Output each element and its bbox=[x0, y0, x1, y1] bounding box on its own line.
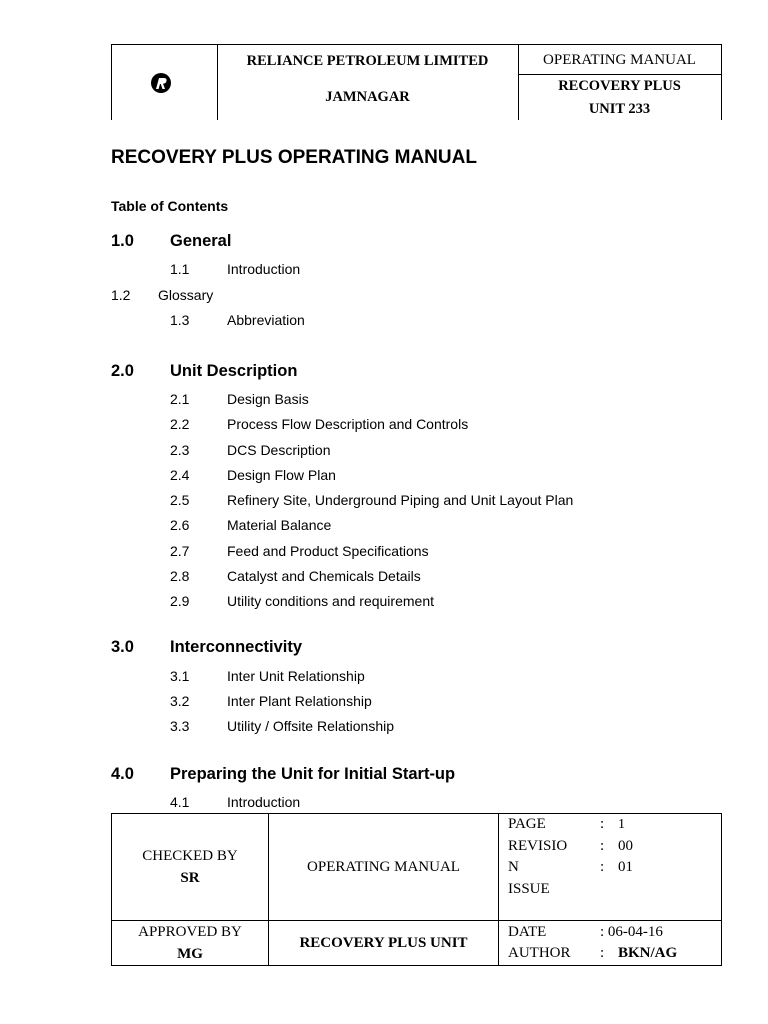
toc-item-text: Utility / Offsite Relationship bbox=[227, 718, 395, 734]
section-number: 1.0 bbox=[111, 232, 134, 250]
toc-item-text: Glossary bbox=[158, 287, 214, 303]
toc-item-text: Inter Unit Relationship bbox=[227, 668, 365, 684]
document-type: OPERATING MANUAL bbox=[518, 45, 721, 75]
toc-item-text: Design Flow Plan bbox=[227, 467, 336, 483]
toc-item-number: 1.3 bbox=[170, 312, 190, 328]
toc-item-text: Design Basis bbox=[227, 391, 309, 407]
toc-item-number: 3.1 bbox=[170, 668, 190, 684]
divider bbox=[498, 814, 499, 965]
toc-item-text: Abbreviation bbox=[227, 312, 305, 328]
author-label: AUTHOR bbox=[508, 945, 571, 961]
toc-item-number: 2.2 bbox=[170, 416, 190, 432]
document-header bbox=[111, 44, 722, 120]
company-cell bbox=[217, 45, 519, 120]
document-footer bbox=[111, 813, 722, 966]
approved-by-label: APPROVED BY bbox=[138, 924, 242, 940]
footer-unit: RECOVERY PLUS UNIT bbox=[299, 935, 468, 951]
toc-item-number: 2.9 bbox=[170, 593, 190, 609]
checked-by-label: CHECKED BY bbox=[142, 848, 238, 864]
approved-by-value: MG bbox=[177, 946, 203, 962]
toc-item-text: Inter Plant Relationship bbox=[227, 693, 372, 709]
revision-value: 00 bbox=[618, 838, 633, 854]
unit-name: RECOVERY PLUS bbox=[558, 78, 681, 94]
toc-item-number: 3.2 bbox=[170, 693, 190, 709]
toc-item-number: 4.1 bbox=[170, 794, 190, 810]
toc-item-text: Introduction bbox=[227, 794, 301, 810]
company-location: JAMNAGAR bbox=[325, 89, 410, 105]
section-number: 4.0 bbox=[111, 765, 134, 783]
date-label: DATE bbox=[508, 924, 547, 940]
toc-item-text: Catalyst and Chemicals Details bbox=[227, 568, 421, 584]
doc-info-cell bbox=[518, 45, 721, 120]
unit-number: UNIT 233 bbox=[588, 101, 651, 117]
checked-by-value: SR bbox=[180, 870, 200, 886]
toc-item-text: Introduction bbox=[227, 261, 301, 277]
section-number: 2.0 bbox=[111, 362, 134, 380]
section-title: Interconnectivity bbox=[170, 638, 303, 656]
reliance-logo-icon bbox=[149, 72, 173, 94]
toc-item-number: 2.4 bbox=[170, 467, 190, 483]
toc-item-number: 1.1 bbox=[170, 261, 190, 277]
toc-item-text: Utility conditions and requirement bbox=[227, 593, 434, 609]
toc-item-text: Feed and Product Specifications bbox=[227, 543, 429, 559]
logo-cell bbox=[112, 45, 218, 120]
revision-label: REVISIO bbox=[508, 838, 568, 854]
toc-item-number: 1.2 bbox=[111, 287, 131, 303]
date-value: : 06-04-16 bbox=[600, 924, 663, 940]
colon: : bbox=[600, 859, 605, 875]
toc-item-number: 2.5 bbox=[170, 492, 190, 508]
toc-item-text: Refinery Site, Underground Piping and Unit Layout Plan bbox=[227, 492, 574, 508]
company-name: RELIANCE PETROLEUM LIMITED bbox=[246, 53, 489, 69]
revision-label-continued: N bbox=[508, 859, 519, 875]
page-label: PAGE bbox=[508, 816, 546, 832]
section-title: Preparing the Unit for Initial Start-up bbox=[170, 765, 456, 783]
divider bbox=[112, 920, 721, 921]
section-number: 3.0 bbox=[111, 638, 134, 656]
footer-doc-type: OPERATING MANUAL bbox=[307, 859, 460, 875]
section-title: Unit Description bbox=[170, 362, 298, 380]
toc-item-number: 2.8 bbox=[170, 568, 190, 584]
toc-item-number: 2.1 bbox=[170, 391, 190, 407]
section-title: General bbox=[170, 232, 232, 250]
issue-label: ISSUE bbox=[508, 881, 550, 897]
toc-item-number: 2.7 bbox=[170, 543, 190, 559]
toc-item-text: Process Flow Description and Controls bbox=[227, 416, 469, 432]
issue-value: 01 bbox=[618, 859, 633, 875]
author-value: BKN/AG bbox=[618, 945, 678, 961]
toc-item-number: 2.3 bbox=[170, 442, 190, 458]
toc-heading: Table of Contents bbox=[111, 198, 229, 214]
toc-item-number: 3.3 bbox=[170, 718, 190, 734]
colon: : bbox=[600, 945, 605, 961]
toc-item-number: 2.6 bbox=[170, 517, 190, 533]
colon: : bbox=[600, 838, 605, 854]
toc-item-text: Material Balance bbox=[227, 517, 332, 533]
toc-item-text: DCS Description bbox=[227, 442, 331, 458]
colon: : bbox=[600, 816, 605, 832]
page-number: 1 bbox=[618, 817, 625, 832]
page-title: RECOVERY PLUS OPERATING MANUAL bbox=[111, 147, 477, 168]
